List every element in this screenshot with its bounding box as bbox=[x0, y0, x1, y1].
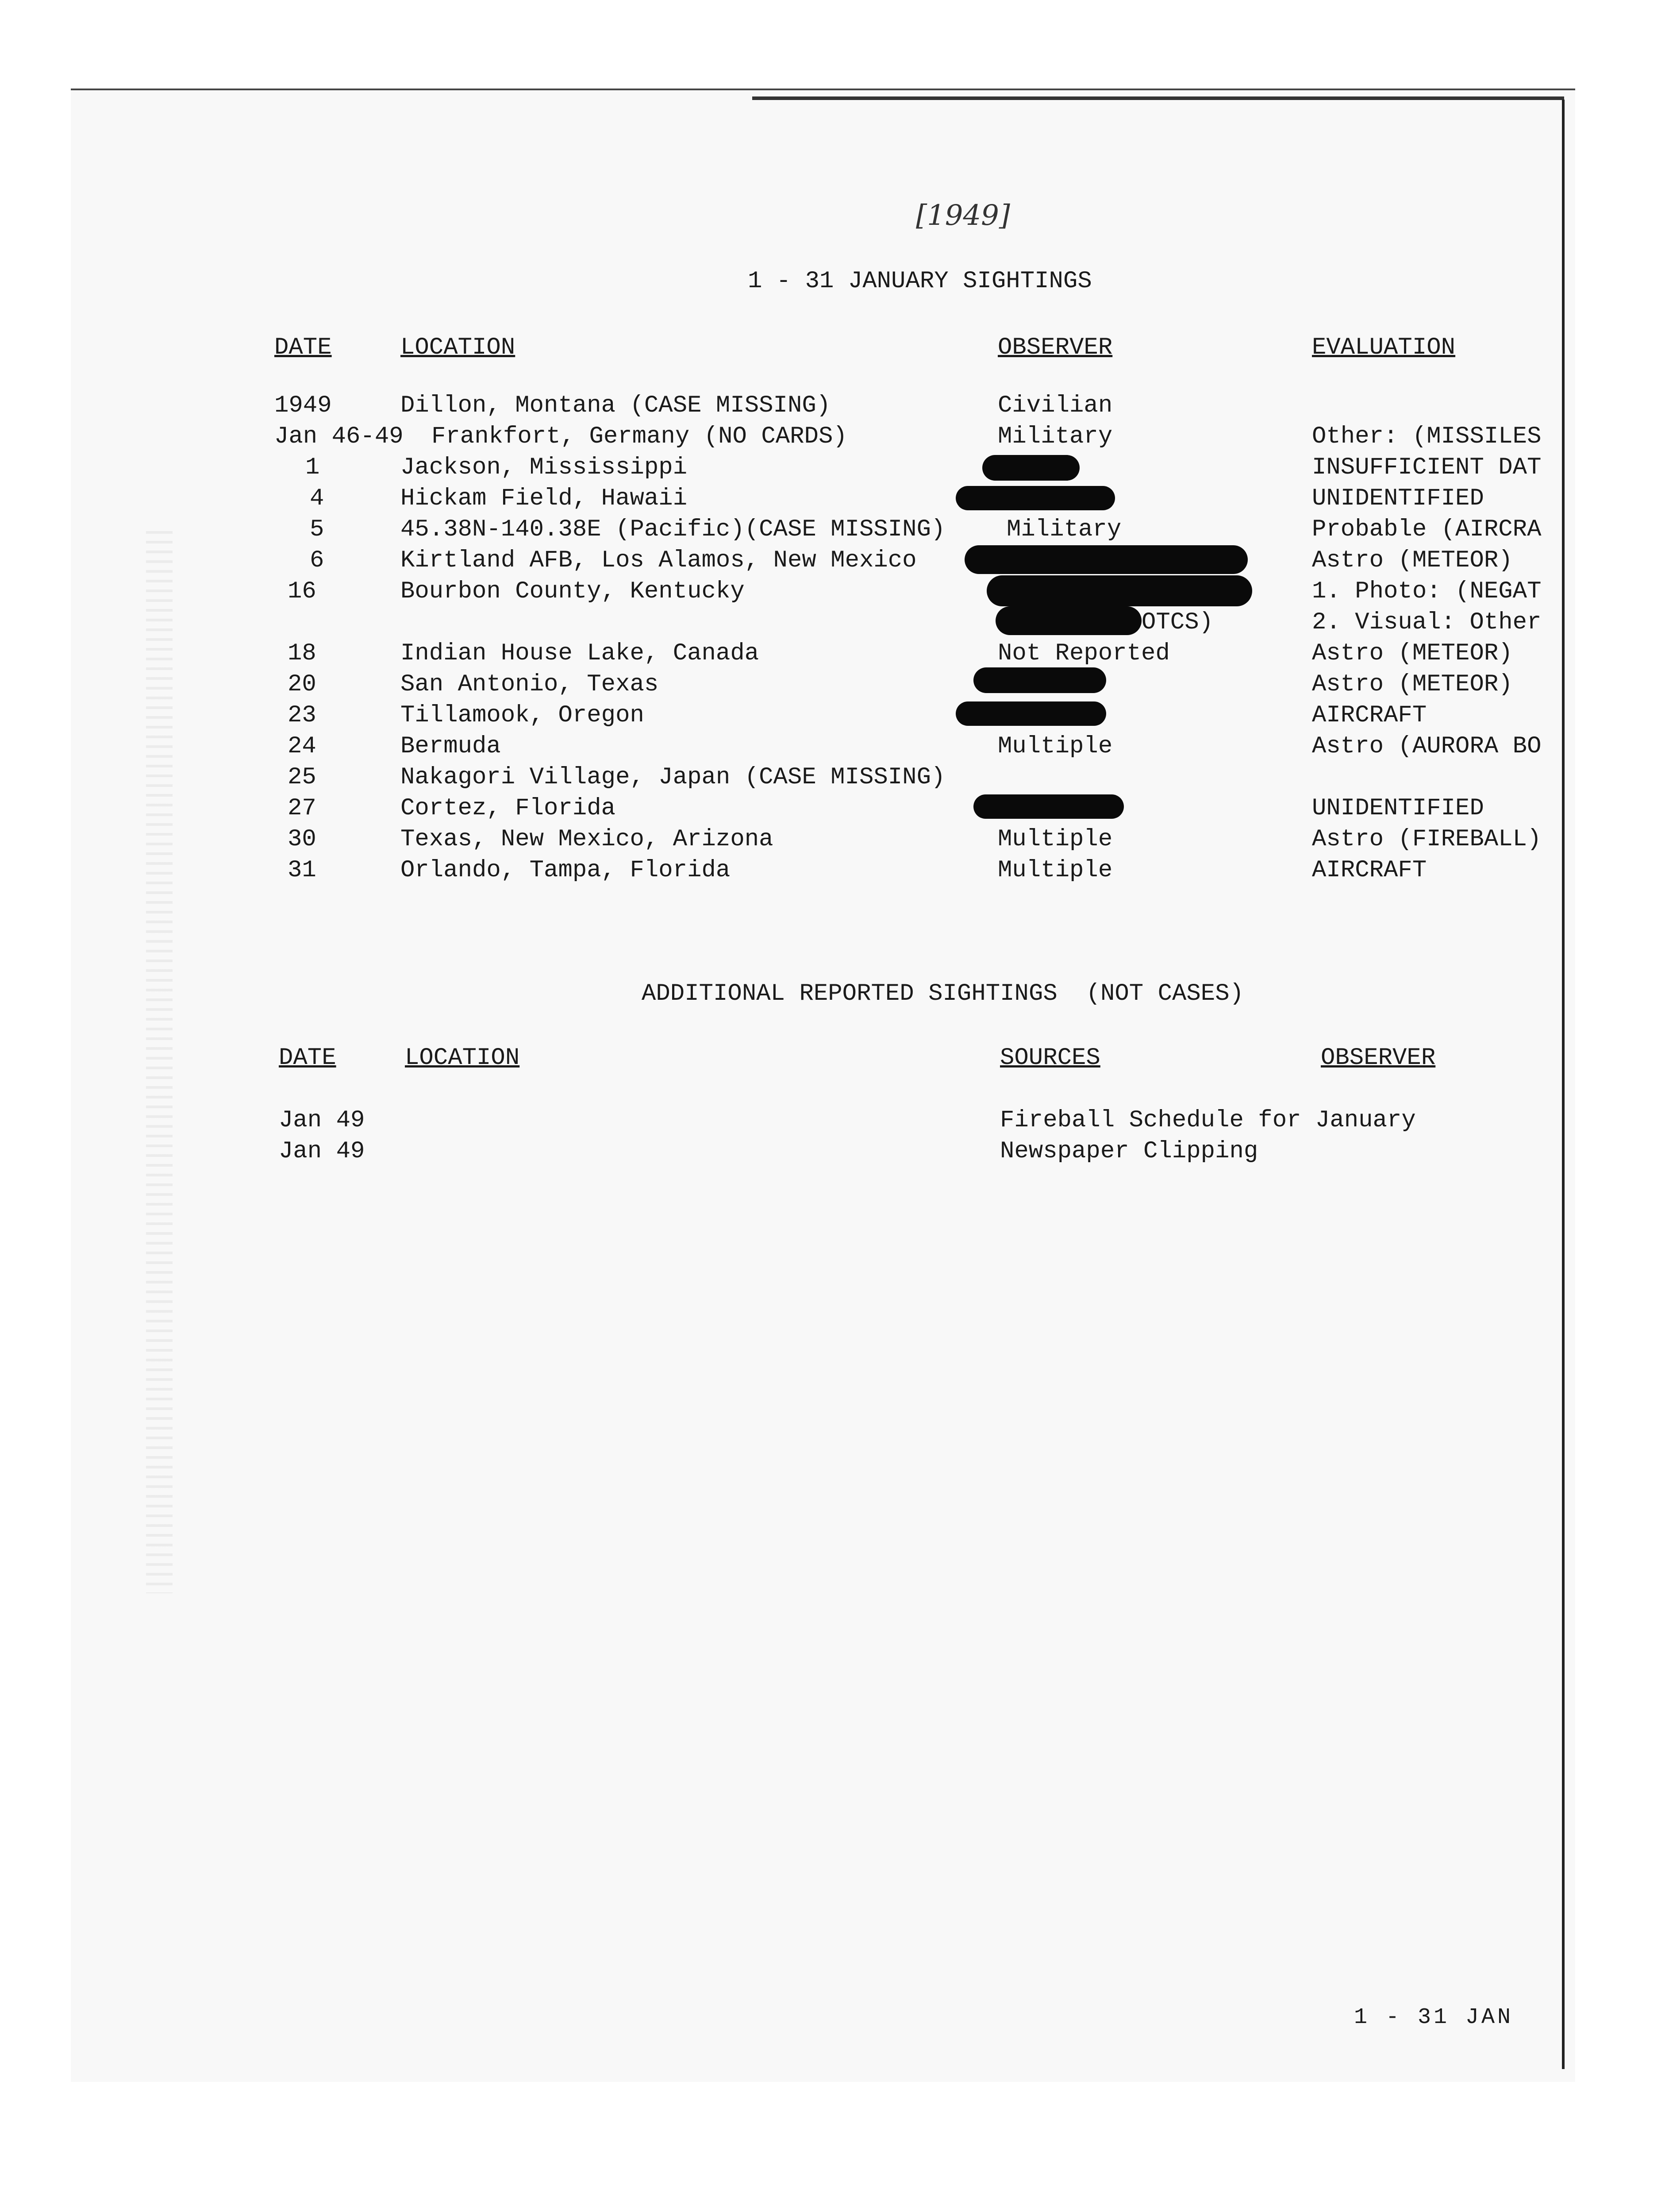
header-observer: OBSERVER bbox=[998, 334, 1113, 361]
row-location: Kirtland AFB, Los Alamos, New Mexico bbox=[400, 547, 917, 574]
row-evaluation: 2. Visual: Other bbox=[1312, 611, 1542, 635]
document-sheet bbox=[71, 89, 1575, 2082]
row-date: 23 bbox=[288, 702, 316, 729]
additional-title: ADDITIONAL REPORTED SIGHTINGS (NOT CASES) bbox=[642, 980, 1244, 1007]
row-evaluation: Astro (METEOR) bbox=[1312, 671, 1513, 698]
row-evaluation: Astro (METEOR) bbox=[1312, 547, 1513, 574]
scan-edge-top bbox=[752, 96, 1564, 100]
row-date: 5 bbox=[310, 516, 324, 543]
row-location: Hickam Field, Hawaii bbox=[400, 485, 688, 512]
row-evaluation: Astro (AURORA BO bbox=[1312, 735, 1542, 759]
row-location: Cortez, Florida bbox=[400, 795, 616, 822]
row-date: 24 bbox=[288, 733, 316, 760]
row-location: Jackson, Mississippi bbox=[400, 454, 688, 481]
row-location: 45.38N-140.38E (Pacific)(CASE MISSING) bbox=[400, 516, 946, 543]
row-location: Bermuda bbox=[400, 733, 501, 760]
header-date: DATE bbox=[274, 334, 332, 361]
row-location: Tillamook, Oregon bbox=[400, 702, 644, 729]
redaction-mark bbox=[996, 606, 1142, 635]
row-date: Jan 46-49 bbox=[274, 423, 404, 450]
additional-row-source: Fireball Schedule for January bbox=[1000, 1107, 1416, 1134]
additional-row-date: Jan 49 bbox=[279, 1107, 365, 1134]
row-evaluation: Other: (MISSILES bbox=[1312, 425, 1542, 449]
header-evaluation: EVALUATION bbox=[1312, 334, 1456, 361]
row-location: San Antonio, Texas bbox=[400, 671, 659, 698]
row-evaluation: UNIDENTIFIED bbox=[1312, 795, 1484, 822]
row-location: Dillon, Montana (CASE MISSING) bbox=[400, 392, 831, 419]
row-observer: OTCS) bbox=[1142, 609, 1214, 636]
redaction-mark bbox=[965, 545, 1248, 574]
page-footer: 1 - 31 JAN bbox=[1354, 2005, 1514, 2030]
row-date: 1 bbox=[305, 454, 320, 481]
row-evaluation: Probable (AIRCRA bbox=[1312, 518, 1542, 542]
row-observer: Multiple bbox=[998, 857, 1113, 884]
header-location: LOCATION bbox=[405, 1044, 520, 1071]
row-date: 30 bbox=[288, 826, 316, 853]
row-evaluation: Astro (FIREBALL) bbox=[1312, 828, 1542, 852]
row-date: 1949 bbox=[274, 392, 332, 419]
header-sources: SOURCES bbox=[1000, 1044, 1100, 1071]
redaction-mark bbox=[982, 455, 1080, 481]
row-date: 31 bbox=[288, 857, 316, 884]
row-observer: Multiple bbox=[998, 733, 1113, 760]
row-evaluation: 1. Photo: (NEGAT bbox=[1312, 580, 1542, 604]
header-date: DATE bbox=[279, 1044, 336, 1071]
row-evaluation: UNIDENTIFIED bbox=[1312, 485, 1484, 512]
redaction-mark bbox=[973, 667, 1106, 693]
row-evaluation: AIRCRAFT bbox=[1312, 702, 1427, 729]
handwritten-year: [1949] bbox=[916, 199, 1010, 232]
redaction-mark bbox=[987, 575, 1252, 606]
header-location: LOCATION bbox=[400, 334, 515, 361]
scan-noise bbox=[146, 531, 173, 1593]
row-date: 27 bbox=[288, 795, 316, 822]
row-location: Frankfort, Germany (NO CARDS) bbox=[431, 423, 847, 450]
row-evaluation: INSUFFICIENT DAT bbox=[1312, 456, 1542, 480]
row-location: Bourbon County, Kentucky bbox=[400, 578, 745, 605]
row-date: 20 bbox=[288, 671, 316, 698]
row-observer: Military bbox=[998, 423, 1113, 450]
row-date: 6 bbox=[310, 547, 324, 574]
row-date: 16 bbox=[288, 578, 316, 605]
row-location: Nakagori Village, Japan (CASE MISSING) bbox=[400, 764, 946, 791]
row-date: 4 bbox=[310, 485, 324, 512]
page-title: 1 - 31 JANUARY SIGHTINGS bbox=[748, 268, 1092, 295]
redaction-mark bbox=[973, 794, 1124, 819]
row-location: Texas, New Mexico, Arizona bbox=[400, 826, 773, 853]
additional-row-source: Newspaper Clipping bbox=[1000, 1138, 1258, 1165]
row-observer: Multiple bbox=[998, 826, 1113, 853]
row-observer: Military bbox=[1007, 516, 1122, 543]
additional-row-date: Jan 49 bbox=[279, 1138, 365, 1165]
header-observer: OBSERVER bbox=[1321, 1044, 1436, 1071]
row-location: Orlando, Tampa, Florida bbox=[400, 857, 731, 884]
row-date: 18 bbox=[288, 640, 316, 667]
row-date: 25 bbox=[288, 764, 316, 791]
scan-edge-right bbox=[1562, 100, 1565, 2069]
row-observer: Civilian bbox=[998, 392, 1113, 419]
redaction-mark bbox=[956, 486, 1115, 510]
row-location: Indian House Lake, Canada bbox=[400, 640, 759, 667]
row-evaluation: AIRCRAFT bbox=[1312, 857, 1427, 884]
row-evaluation: Astro (METEOR) bbox=[1312, 640, 1513, 667]
redaction-mark bbox=[956, 701, 1106, 726]
row-observer: Not Reported bbox=[998, 640, 1170, 667]
